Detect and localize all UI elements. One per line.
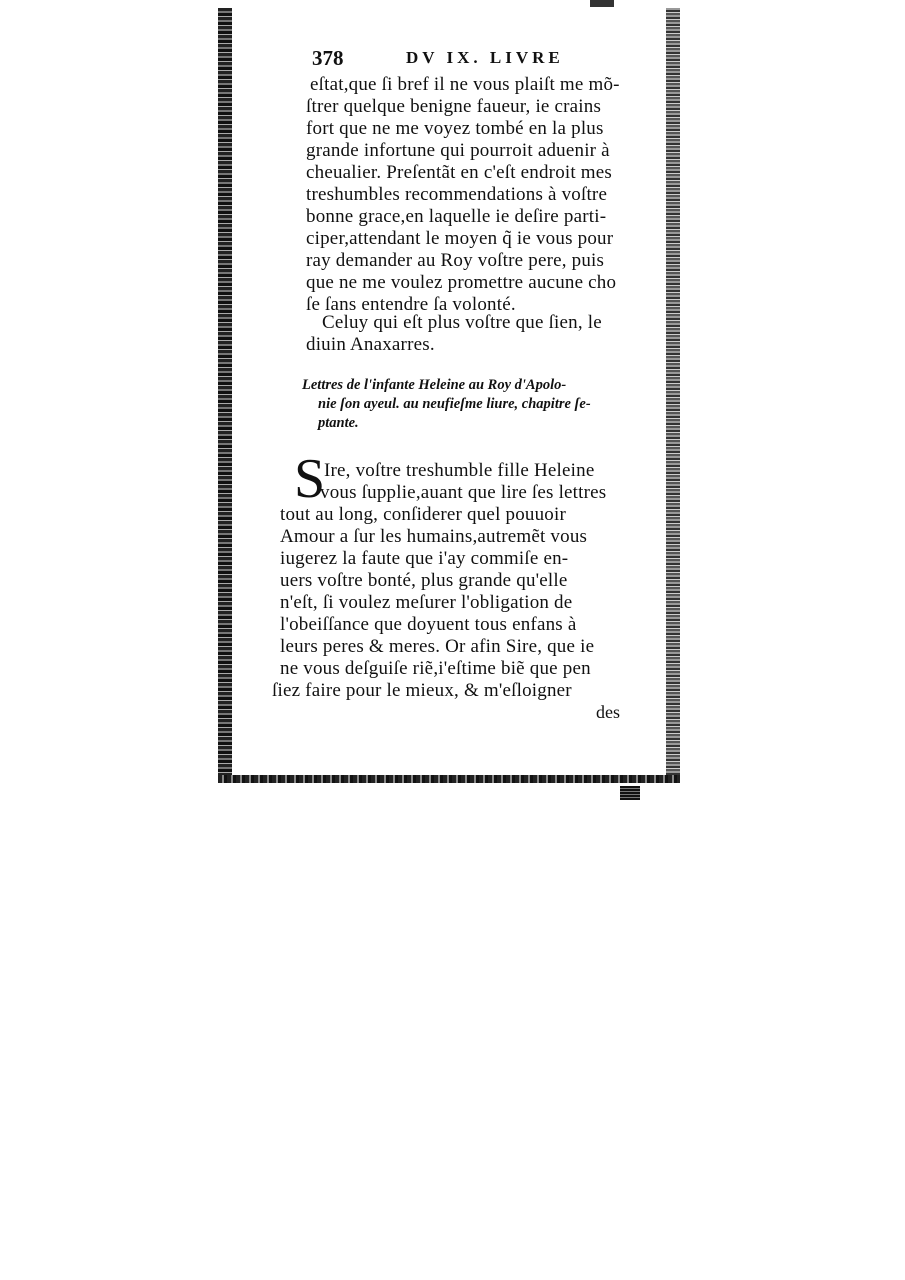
text-line: ſe ſans entendre ſa volonté. bbox=[306, 294, 516, 315]
letter-line: l'obeiſſance que doyuent tous enfans à bbox=[280, 614, 577, 635]
letter-line: uers voſtre bonté, plus grande qu'elle bbox=[280, 570, 568, 591]
text-line: cheualier. Preſentãt en c'eſt endroit mes bbox=[306, 162, 613, 183]
text-line: ray demander au Roy voſtre pere, puis bbox=[306, 250, 605, 271]
text-line: fort que ne me voyez tombé en la plus bbox=[306, 118, 604, 139]
letter-line: ne vous deſguiſe riẽ,i'eſtime biẽ que pen bbox=[280, 658, 591, 679]
drop-cap: S bbox=[294, 448, 326, 510]
letter-line: Ire, voſtre treshumble fille Heleine bbox=[324, 460, 595, 481]
text-line: que ne me voulez promettre aucune cho bbox=[306, 272, 617, 293]
running-head bbox=[312, 46, 632, 70]
page-edge-left bbox=[218, 8, 232, 783]
letter-line: Amour a ſur les humains,autremẽt vous bbox=[280, 526, 588, 547]
text-line: eſtat,que ſi bref il ne vous plaiſt me mõ- bbox=[310, 74, 620, 95]
heading-line: nie ſon ayeul. au neufieſme liure, chapitre ſe- bbox=[318, 396, 591, 412]
heading-line: Lettres de l'infante Heleine au Roy d'Apolo- bbox=[302, 377, 567, 393]
text-line: treshumbles recommendations à voſtre bbox=[306, 184, 608, 205]
heading-line: ptante. bbox=[318, 415, 359, 431]
letter-line: tout au long, conſiderer quel pouuoir bbox=[280, 504, 566, 525]
running-title: DV IX. LIVRE bbox=[406, 48, 564, 67]
letter-line: leurs peres & meres. Or afin Sire, que ie bbox=[280, 636, 595, 657]
page-edge-bottom bbox=[218, 775, 680, 783]
signature-line: Celuy qui eſt plus voſtre que ſien, le bbox=[322, 312, 602, 333]
text-line: ſtrer quelque benigne faueur, ie crains bbox=[306, 96, 602, 117]
catchword: des bbox=[596, 702, 620, 722]
scan-ruler-mark bbox=[620, 786, 640, 800]
letter-line: n'eſt, ſi voulez meſurer l'obligation de bbox=[280, 592, 573, 613]
text-line: ciper,attendant le moyen q̃ ie vous pour bbox=[306, 228, 614, 249]
signature-line: diuin Anaxarres. bbox=[306, 334, 435, 355]
text-line: grande infortune qui pourroit aduenir à bbox=[306, 140, 610, 161]
letter-line: iugerez la faute que i'ay commiſe en- bbox=[280, 548, 569, 569]
ink-smudge bbox=[590, 0, 614, 7]
page-edge-right bbox=[666, 8, 680, 783]
letter-line: ſiez faire pour le mieux, & m'eſloigner bbox=[272, 680, 572, 701]
text-line: bonne grace,en laquelle ie deſire parti- bbox=[306, 206, 607, 227]
page-number: 378 bbox=[312, 46, 344, 70]
letter-line: vous ſupplie,auant que lire ſes lettres bbox=[320, 482, 607, 503]
